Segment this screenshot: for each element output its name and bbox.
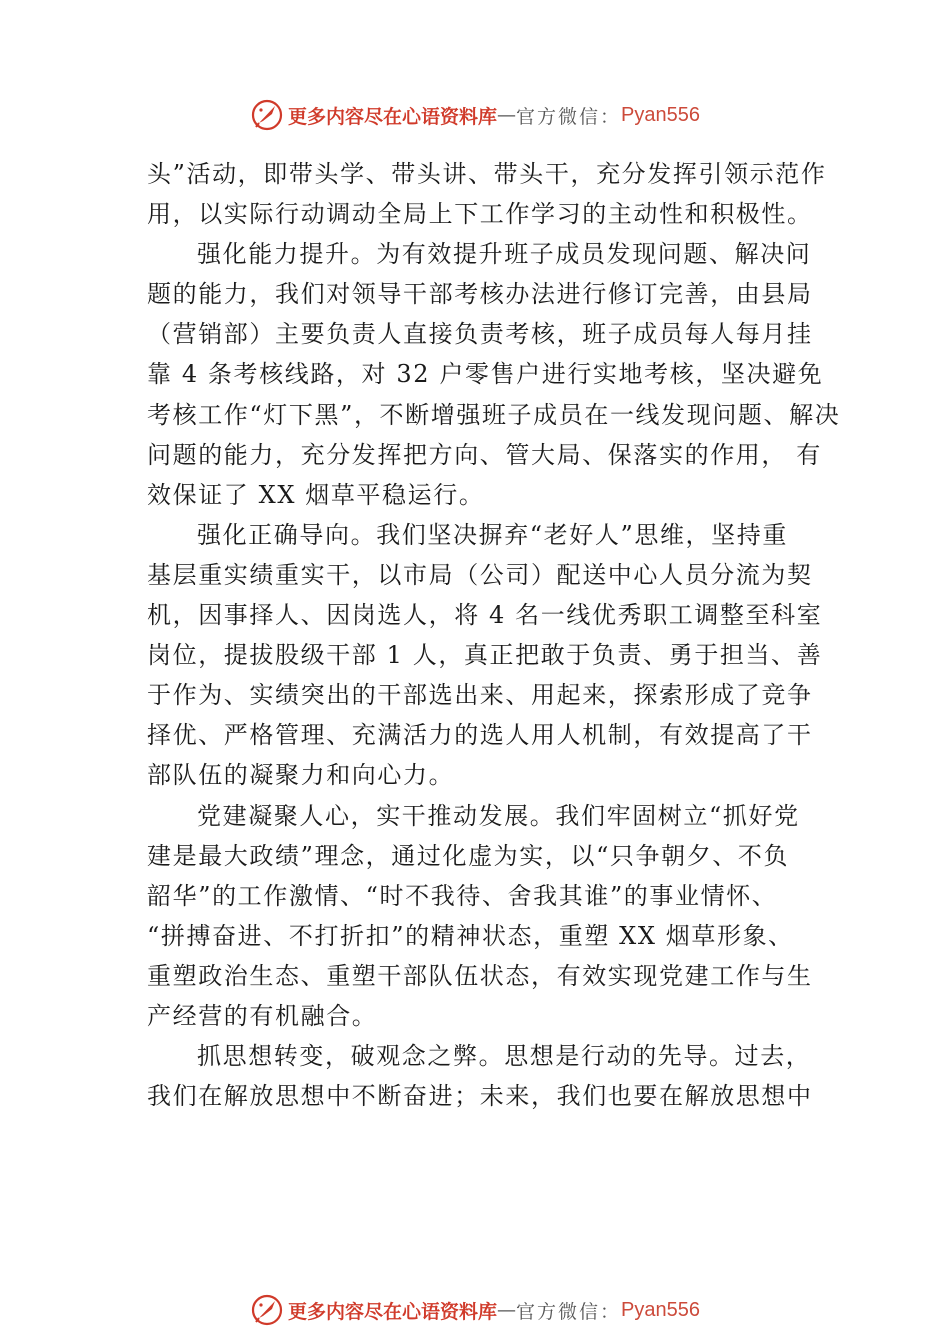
paragraph-start-line: 强化正确导向。我们坚决摒弃“老好人”思维，坚持重 [197, 520, 788, 549]
document-body [147, 154, 841, 1116]
watermark-dash: — [497, 1299, 517, 1321]
text-line: 头”活动，即带头学、带头讲、带头干，充分发挥引领示范作 [147, 160, 827, 188]
watermark-contact-label: 官方微信： [516, 105, 622, 128]
header-watermark [0, 95, 950, 135]
text-line: “拼搏奋进、不打折扣”的精神状态，重塑 XX 烟草形象、 [147, 921, 794, 950]
text-line: 产经营的有机融合。 [147, 1001, 378, 1030]
text-line: 择优、严格管理、充满活力的选人用人机制，有效提高了干 [147, 721, 813, 750]
watermark-title: 更多内容尽在心语资料库 [288, 105, 498, 128]
text-line: （营销部）主要负责人直接负责考核，班子成员每人每月挂 [147, 320, 813, 349]
text-line: 用，以实际行动调动全局上下工作学习的主动性和积极性。 [147, 200, 813, 229]
watermark-contact-id: Pyan556 [621, 1298, 700, 1321]
text-line: 靠 4 条考核线路，对 32 户零售户进行实地考核，坚决避免 [147, 360, 824, 389]
paragraph-start-line: 抓思想转变，破观念之弊。思想是行动的先导。过去， [197, 1042, 812, 1071]
quill-pen-logo-icon [250, 98, 284, 132]
text-line: 重塑政治生态、重塑干部队伍状态，有效实现党建工作与生 [147, 961, 813, 990]
text-line: 建是最大政绩”理念，通过化虚为实，以“只争朝夕、不负 [147, 841, 790, 870]
paragraph-start-line: 党建凝聚人心，实干推动发展。我们牢固树立“抓好党 [197, 801, 800, 830]
text-line: 我们在解放思想中不断奋进；未来，我们也要在解放思想中 [147, 1082, 813, 1111]
text-line: 考核工作“灯下黑”，不断增强班子成员在一线发现问题、解决 [147, 400, 841, 429]
watermark-title: 更多内容尽在心语资料库 [288, 1300, 498, 1323]
text-line: 问题的能力，充分发挥把方向、管大局、保落实的作用， 有 [147, 440, 822, 469]
text-line: 效保证了 XX 烟草平稳运行。 [147, 480, 485, 509]
text-line: 题的能力，我们对领导干部考核办法进行修订完善，由县局 [147, 280, 813, 309]
quill-pen-logo-icon [250, 1293, 284, 1327]
text-line: 基层重实绩重实干，以市局（公司）配送中心人员分流为契 [147, 560, 813, 589]
text-line: 部队伍的凝聚力和向心力。 [147, 761, 455, 790]
watermark-contact-id: Pyan556 [621, 103, 700, 126]
text-line: 韶华”的工作激情、“时不我待、舍我其谁”的事业情怀、 [147, 881, 778, 910]
paragraph-start-line: 强化能力提升。为有效提升班子成员发现问题、解决问 [197, 240, 812, 269]
text-line: 岗位，提拔股级干部 1 人，真正把敢于负责、勇于担当、善 [147, 641, 823, 670]
text-line: 机，因事择人、因岗选人，将 4 名一线优秀职工调整至科室 [147, 601, 823, 630]
footer-watermark [0, 1290, 950, 1330]
text-line: 于作为、实绩突出的干部选出来、用起来，探索形成了竞争 [147, 681, 813, 710]
watermark-dash: — [497, 104, 517, 126]
watermark-contact-label: 官方微信： [516, 1300, 622, 1323]
